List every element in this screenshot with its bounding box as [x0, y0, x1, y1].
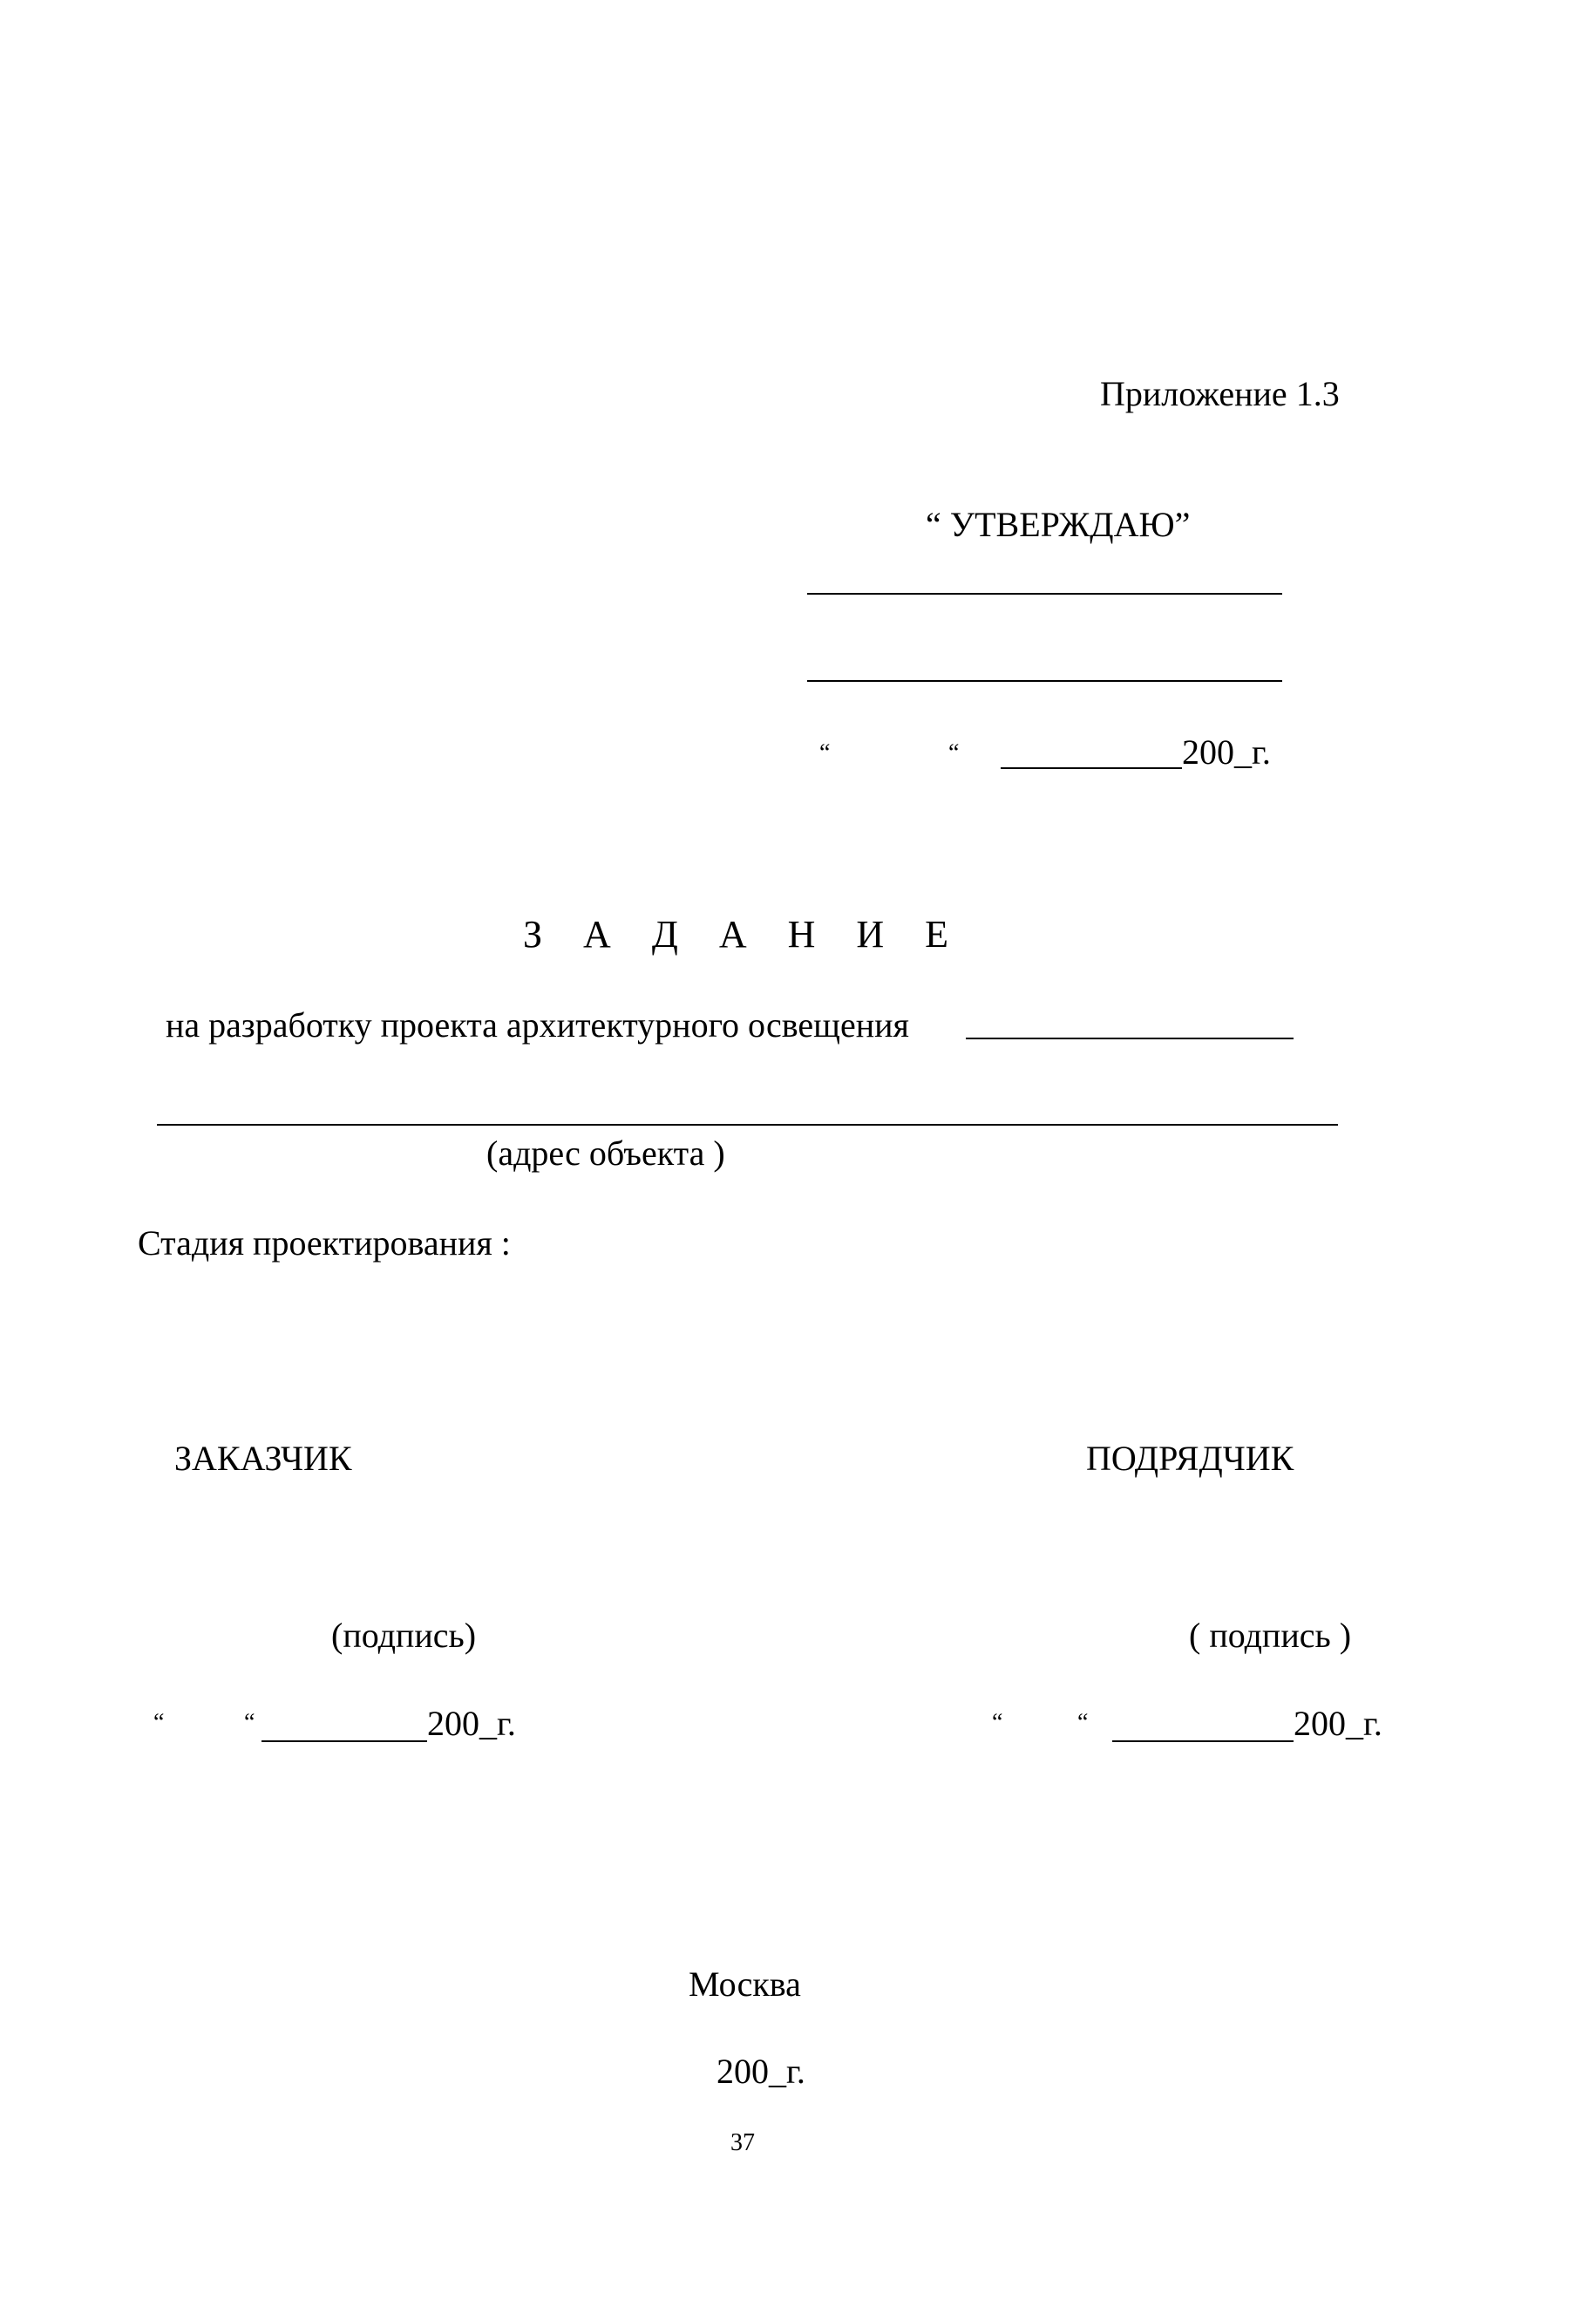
contractor-date-year: 200_г. — [1294, 1704, 1382, 1743]
approval-name-line — [807, 680, 1282, 682]
object-name-line — [966, 1038, 1294, 1039]
contractor-label: ПОДРЯДЧИК — [1086, 1439, 1294, 1478]
customer-date-close-quote: “ — [244, 1709, 255, 1736]
document-title: З А Д А Н И Е — [523, 913, 965, 956]
contractor-signature-caption: ( подпись ) — [1189, 1616, 1352, 1655]
contractor-date-month-line — [1112, 1740, 1294, 1742]
customer-signature-caption: (подпись) — [331, 1616, 477, 1655]
customer-date-month-line — [261, 1740, 427, 1742]
approval-date-close-quote: “ — [948, 739, 960, 766]
contractor-date-close-quote: “ — [1077, 1709, 1089, 1736]
contractor-date-open-quote: “ — [992, 1709, 1003, 1736]
document-year: 200_г. — [717, 2052, 805, 2091]
appendix-label: Приложение 1.3 — [1100, 374, 1340, 413]
page-number: 37 — [730, 2129, 755, 2156]
design-stage-label: Стадия проектирования : — [138, 1223, 511, 1263]
approval-date-year: 200_г. — [1182, 732, 1271, 772]
approval-date-open-quote: “ — [819, 739, 831, 766]
city-label: Москва — [689, 1964, 801, 2004]
address-caption: (адрес объекта ) — [486, 1133, 725, 1173]
address-line — [157, 1124, 1338, 1126]
approval-date-month-line — [1001, 767, 1182, 769]
customer-date-year: 200_г. — [427, 1704, 516, 1743]
subject-line: на разработку проекта архитектурного освещения — [166, 1005, 909, 1045]
customer-date-open-quote: “ — [153, 1709, 165, 1736]
approval-signature-line — [807, 593, 1282, 595]
customer-label: ЗАКАЗЧИК — [174, 1439, 352, 1478]
approval-heading: “ УТВЕРЖДАЮ” — [926, 505, 1191, 544]
